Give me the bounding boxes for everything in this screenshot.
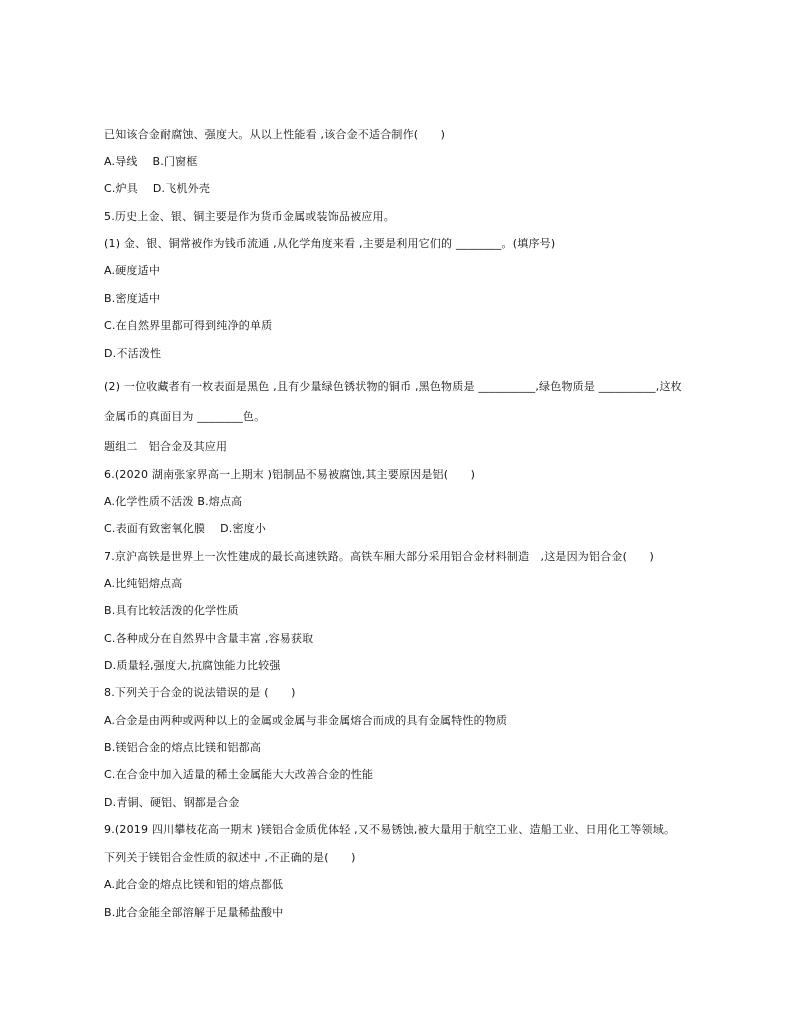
- option-line: C.在自然界里都可得到纯净的单质: [104, 319, 273, 332]
- question-5-part-1: (1) 金、银、铜常被作为钱币流通 ,从化学角度来看 ,主要是利用它们的 ________。(填序号): [104, 237, 556, 250]
- option-line: D.质量轻,强度大,抗腐蚀能力比较强: [104, 659, 281, 672]
- question-6: 6.(2020 湖南张家界高一上期末 )铝制品不易被腐蚀,其主要原因是铝( ): [104, 468, 476, 481]
- option-line: B.此合金能全部溶解于足量稀盐酸中: [104, 906, 284, 919]
- question-8: 8.下列关于合金的说法错误的是 ( ): [104, 686, 296, 699]
- option-line: C.在合金中加入适量的稀土金属能大大改善合金的性能: [104, 768, 374, 781]
- option-line: D.青铜、硬铝、钢都是合金: [104, 796, 240, 809]
- section-heading: 题组二 铝合金及其应用: [104, 440, 228, 453]
- question-9-cont: 下列关于镁铝合金性质的叙述中 ,不正确的是( ): [104, 851, 356, 864]
- option-line: A.比纯铝熔点高: [104, 577, 183, 590]
- option-line: A.硬度适中: [104, 264, 161, 277]
- question-5-part-2: (2) 一位收藏者有一枚表面是黑色 ,且有少量绿色锈状物的铜币 ,黑色物质是 __________,绿色物质是 __________,这枚: [104, 380, 682, 393]
- option-line: A.此合金的熔点比镁和铝的熔点都低: [104, 878, 284, 891]
- text-line: 已知该合金耐腐蚀、强度大。从以上性能看 ,该合金不适合制作( ): [104, 128, 446, 141]
- question-7: 7.京沪高铁是世界上一次性建成的最长高速铁路。高铁车厢大部分采用铝合金材料制造 ,这是因为铝合金( ): [104, 550, 654, 563]
- option-line: C.表面有致密氧化膜 D.密度小: [104, 522, 267, 535]
- option-line: C.炉具 D.飞机外壳: [104, 182, 211, 195]
- question-5-part-2-cont: 金属币的真面目为 ________色。: [104, 410, 266, 423]
- question-9: 9.(2019 四川攀枝花高一期末 )镁铝合金质优体轻 ,又不易锈蚀,被大量用于航空工业、造船工业、日用化工等领域。: [104, 823, 676, 836]
- option-line: B.具有比较活泼的化学性质: [104, 604, 239, 617]
- question-5: 5.历史上金、银、铜主要是作为货币金属或装饰品被应用。: [104, 210, 395, 223]
- option-line: C.各种成分在自然界中含量丰富 ,容易获取: [104, 632, 314, 645]
- option-line: A.导线 B.门窗框: [104, 155, 198, 168]
- option-line: D.不活泼性: [104, 347, 162, 360]
- option-line: B.密度适中: [104, 292, 161, 305]
- option-line: A.合金是由两种或两种以上的金属或金属与非金属熔合而成的具有金属特性的物质: [104, 714, 508, 727]
- option-line: A.化学性质不活泼 B.熔点高: [104, 495, 243, 508]
- option-line: B.镁铝合金的熔点比镁和铝都高: [104, 741, 262, 754]
